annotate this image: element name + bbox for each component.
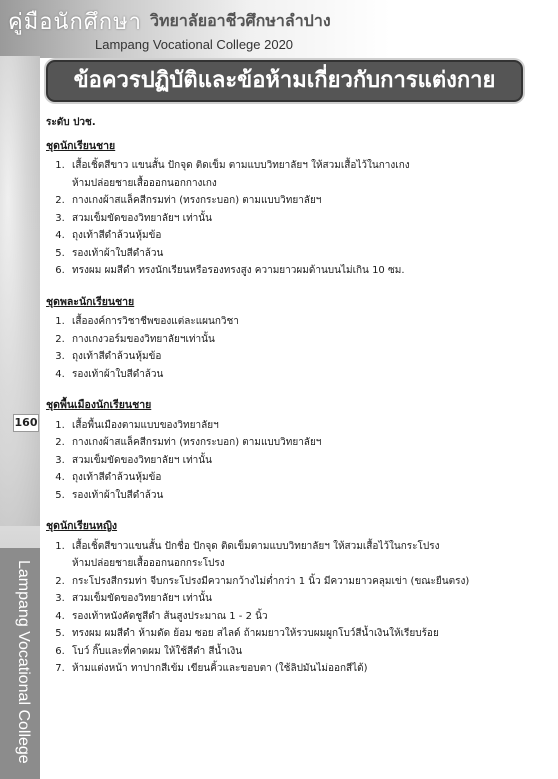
dress-code-section <box>46 294 536 384</box>
rule-item <box>68 331 536 349</box>
rule-item <box>68 608 536 626</box>
dress-code-section <box>46 138 536 280</box>
manual-title: คู่มือนักศึกษา <box>8 10 142 35</box>
rule-text: กางเกงวอร์มของวิทยาลัยฯเท่านั้น <box>72 333 215 345</box>
rule-text: รองเท้าผ้าใบสีดำล้วน <box>72 247 164 259</box>
college-name-english: Lampang Vocational College 2020 <box>95 37 294 52</box>
rule-text: รองเท้าผ้าใบสีดำล้วน <box>72 489 164 501</box>
education-level: ระดับ ปวช. <box>46 117 96 128</box>
rule-item <box>68 417 536 435</box>
rule-item <box>68 590 536 608</box>
dress-code-sections <box>46 138 536 678</box>
rule-text: กางเกงผ้าสแล็คสีกรมท่า (ทรงกระบอก) ตามแบบวิทยาลัยฯ <box>72 195 322 206</box>
rule-text: กระโปรงสีกรมท่า จีบกระโปรงมีความกว้างไม่ต่ำกว่า 1 นิ้ว มีความยาวคลุมเข่า (ขณะยืนตรง) <box>72 575 470 587</box>
rule-item <box>68 262 536 280</box>
rule-text: ทรงผม ผมสีดำ ทรงนักเรียนหรือรองทรงสูง ความยาวผมด้านบนไม่เกิน 10 ซม. <box>72 265 405 276</box>
rule-item <box>68 469 536 487</box>
rule-text: สวมเข็มขัดของวิทยาลัยฯ เท่านั้น <box>72 593 212 604</box>
rule-item <box>68 210 536 228</box>
rule-text: รองเท้าหนังคัดชูสีดำ ส้นสูงประมาณ 1 - 2 นิ้ว <box>72 610 268 622</box>
rule-item <box>68 157 536 192</box>
rule-text: สวมเข็มขัดของวิทยาลัยฯ เท่านั้น <box>72 212 212 224</box>
rule-item <box>68 313 536 331</box>
rule-text: โบว์ กิ๊บและที่คาดผม ให้ใช้สีดำ สีน้ำเงิน <box>72 645 243 657</box>
rule-text: ถุงเท้าสีดำล้วนหุ้มข้อ <box>72 230 162 241</box>
page-content <box>46 114 536 678</box>
rule-text-continuation: ห้ามปล่อยชายเสื้อออกนอกกระโปรง <box>72 558 225 569</box>
rule-item <box>68 643 536 661</box>
rule-text: เสื้อองค์การวิชาชีพของแต่ละแผนกวิชา <box>72 316 239 327</box>
section-heading: ชุดพละนักเรียนชาย <box>46 295 135 308</box>
college-name-thai: วิทยาลัยอาชีวศึกษาลำปาง <box>150 11 331 30</box>
page-number: 160 <box>13 414 39 432</box>
rule-text: เสื้อพื้นเมืองตามแบบของวิทยาลัยฯ <box>72 419 219 431</box>
rule-text: สวมเข็มขัดของวิทยาลัยฯ เท่านั้น <box>72 454 212 466</box>
dress-code-section <box>46 397 536 504</box>
rule-text: ถุงเท้าสีดำล้วนหุ้มข้อ <box>72 472 162 483</box>
rule-item <box>68 487 536 505</box>
rule-item <box>68 366 536 384</box>
rule-item <box>68 573 536 591</box>
rule-list <box>46 538 536 678</box>
rule-text: รองเท้าผ้าใบสีดำล้วน <box>72 368 164 380</box>
rule-list <box>46 313 536 383</box>
rule-text: ทรงผม ผมสีดำ ห้ามดัด ย้อม ซอย สไลด์ ถ้าผมยาวให้รวบผมผูกโบว์สีน้ำเงินให้เรียบร้อย <box>72 628 439 639</box>
section-heading: ชุดพื้นเมืองนักเรียนชาย <box>46 399 152 411</box>
rule-item <box>68 660 536 678</box>
page-header <box>0 0 558 58</box>
dress-code-section <box>46 518 536 678</box>
rule-text: ถุงเท้าสีดำล้วนหุ้มข้อ <box>72 351 162 362</box>
side-photo-decoration <box>0 56 40 526</box>
section-heading: ชุดนักเรียนชาย <box>46 139 116 152</box>
rule-text: เสื้อเชิ้ตสีขาว แขนสั้น ปักจุด ติดเข็ม ตามแบบวิทยาลัยฯ ให้สวมเสื้อไว้ในกางเกง <box>72 160 410 171</box>
rule-item <box>68 227 536 245</box>
section-banner-title: ข้อควรปฏิบัติและข้อห้ามเกี่ยวกับการแต่งกาย <box>46 60 523 102</box>
rule-text: กางเกงผ้าสแล็คสีกรมท่า (ทรงกระบอก) ตามแบบวิทยาลัยฯ <box>72 437 322 448</box>
section-heading: ชุดนักเรียนหญิง <box>46 520 118 532</box>
rule-item <box>68 348 536 366</box>
side-college-label: Lampang Vocational College <box>15 560 32 764</box>
rule-item <box>68 192 536 210</box>
rule-text: ห้ามแต่งหน้า ทาปากสีเข้ม เขียนคิ้วและขอบตา (ใช้ลิปมันไม่ออกสีได้) <box>72 663 368 674</box>
rule-item <box>68 538 536 573</box>
rule-list <box>46 157 536 280</box>
rule-list <box>46 417 536 505</box>
rule-item <box>68 625 536 643</box>
rule-text: เสื้อเชิ้ตสีขาวแขนสั้น ปักชื่อ ปักจุด ติดเข็มตามแบบวิทยาลัยฯ ให้สวมเสื้อไว้ในกระโปรง <box>72 540 440 552</box>
rule-text-continuation: ห้ามปล่อยชายเสื้อออกนอกกางเกง <box>72 177 217 189</box>
rule-item <box>68 434 536 452</box>
rule-item <box>68 245 536 263</box>
rule-item <box>68 452 536 470</box>
